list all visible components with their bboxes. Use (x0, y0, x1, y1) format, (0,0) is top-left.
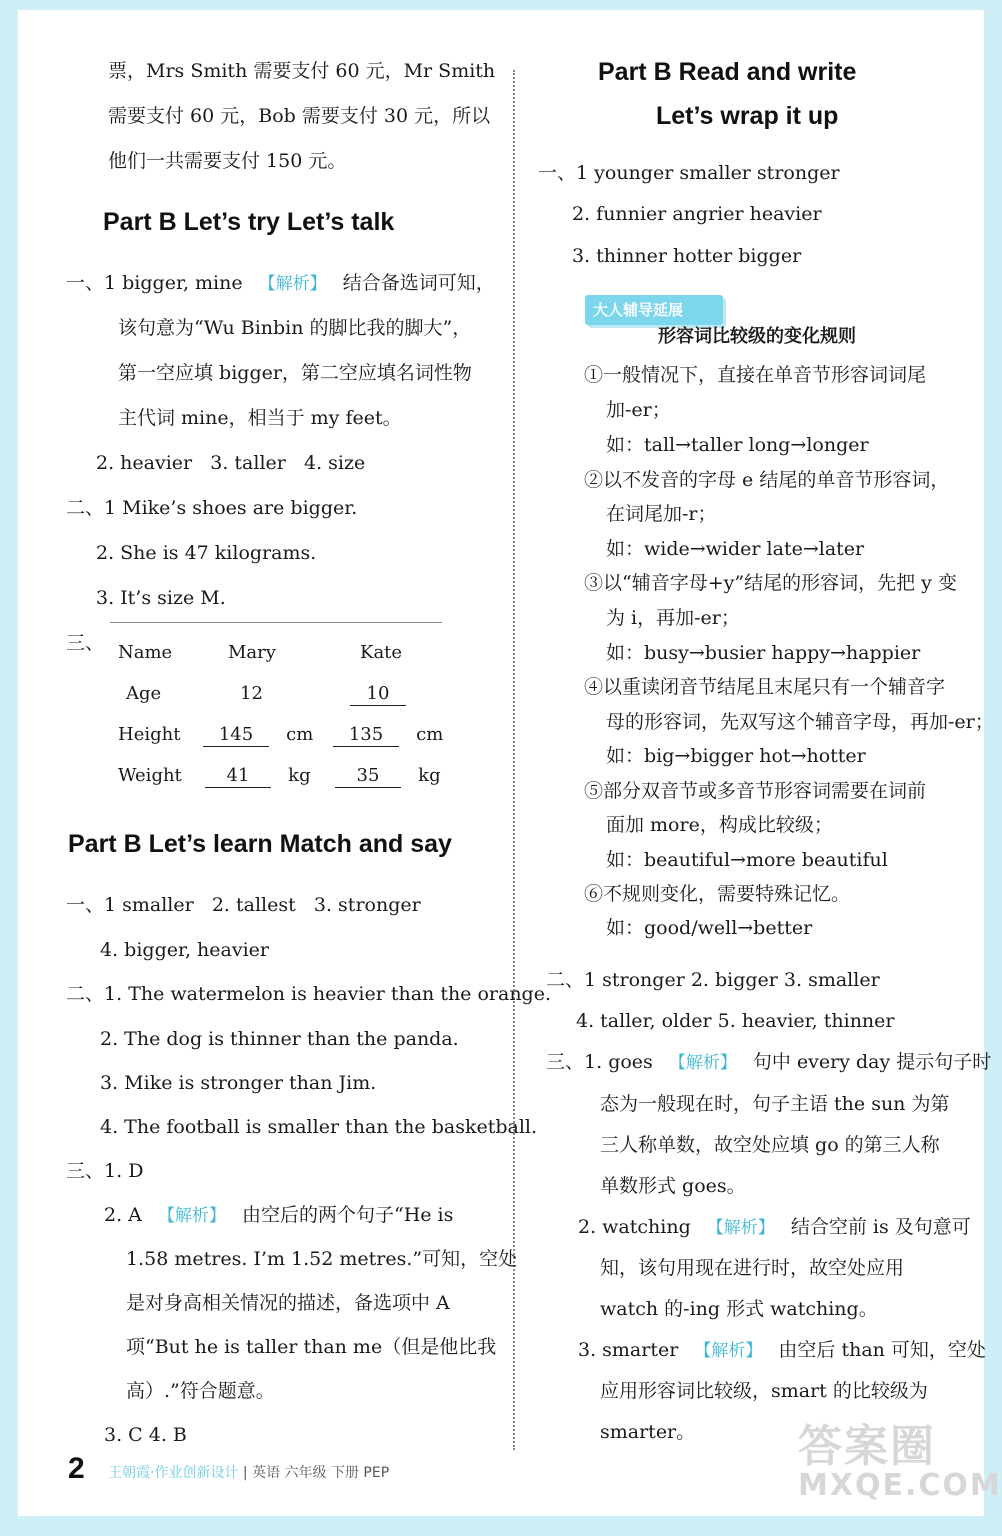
section-heading-lets-learn: Part B Let’s learn Match and say (68, 830, 452, 858)
page-number: 2 (68, 1452, 85, 1485)
answer: smaller (122, 894, 194, 916)
table-cell (205, 765, 311, 788)
table-cell-value: 145 (203, 724, 269, 747)
table-cell-value: 35 (335, 765, 401, 788)
r-q1-2: 2. funnier angrier heavier (572, 203, 822, 225)
r-q3-3-expl: 应用形容词比较级，smart 的比较级为 (600, 1380, 928, 1402)
analysis-tag: 【解析】 (706, 1218, 775, 1238)
answer: 2. heavier (96, 452, 193, 474)
q-label: 一、1 (66, 272, 117, 294)
rule-line: ①一般情况下，直接在单音节形容词词尾 (584, 364, 927, 386)
answer: stronger 2. bigger 3. smaller (602, 969, 880, 991)
s1-q2-3: 3. It’s size M. (96, 587, 226, 609)
explanation: 结合空前 is 及句意可 (790, 1216, 971, 1238)
table-cell (333, 724, 443, 747)
s1-q1-expl-3: 第一空应填 bigger，第二空应填名词性物 (118, 362, 472, 384)
table-cell-value: 41 (205, 765, 271, 788)
rule-example: 如：beautiful→more beautiful (606, 849, 888, 871)
q-label: 二、1. (66, 983, 123, 1005)
rule-line: 母的形容词，先双写这个辅音字母，再加-er； (606, 711, 994, 733)
table-cell: 12 (240, 683, 263, 704)
r-q2-1 (546, 969, 880, 992)
answer: 3. smarter (578, 1339, 679, 1361)
table-row-label: Weight (118, 765, 182, 786)
r-q1-1 (538, 162, 840, 185)
rule-line: ③以“辅音字母+y”结尾的形容词，先把 y 变 (584, 572, 957, 594)
table-header-name: Name (118, 642, 173, 663)
intro-line-3: 他们一共需要支付 150 元。 (108, 150, 347, 172)
r-q3-1 (546, 1051, 991, 1074)
s2-q2-1 (66, 983, 551, 1006)
answer-page (18, 10, 994, 1516)
s2-q2-4: 4. The football is smaller than the basketball. (100, 1116, 538, 1138)
q-label: 二、1 (66, 497, 117, 519)
rule-example: 如：good/well→better (606, 917, 813, 939)
s1-q2-2: 2. She is 47 kilograms. (96, 542, 317, 564)
s1-q1 (66, 272, 495, 295)
r-q3-3-expl: smarter。 (600, 1421, 696, 1443)
s1-q1-expl-2: 该句意为“Wu Binbin 的脚比我的脚大”， (118, 317, 472, 339)
answer: 2. tallest (211, 894, 296, 916)
table-header-kate: Kate (360, 642, 403, 663)
unit: cm (286, 724, 314, 745)
table-row-label: Age (126, 683, 162, 704)
answer: bigger, mine (122, 272, 243, 294)
s1-q1-rest (96, 452, 365, 475)
answer: 4. size (304, 452, 366, 474)
answer: Mike’s shoes are bigger. (122, 497, 358, 519)
s2-q2-2: 2. The dog is thinner than the panda. (100, 1028, 459, 1050)
rule-line: 加-er； (606, 399, 671, 421)
rule-example: 如：big→bigger hot→hotter (606, 745, 866, 767)
rule-example: 如：wide→wider late→later (606, 538, 865, 560)
s2-q3-2 (104, 1204, 453, 1227)
watermark-logo (798, 1410, 1002, 1503)
analysis-tag: 【解析】 (668, 1053, 737, 1073)
answer: younger smaller stronger (594, 162, 840, 184)
analysis-tag: 【解析】 (157, 1206, 226, 1226)
r-q3-1-expl: 单数形式 goes。 (600, 1175, 746, 1197)
s2-q3-expl: 高）.”符合题意。 (126, 1380, 275, 1402)
s1-q1-expl-4: 主代词 mine，相当于 my feet。 (118, 407, 402, 429)
table-cell (350, 683, 406, 706)
section-heading-read-and-write: Part B Read and write (598, 58, 857, 86)
r-q3-2 (578, 1216, 971, 1239)
tutor-extension-badge: 大人辅导延展 (585, 295, 723, 325)
analysis-tag: 【解析】 (258, 274, 327, 294)
table-cell-value: 10 (350, 683, 406, 706)
rule-line: ②以不发音的字母 e 结尾的单音节形容词， (584, 469, 950, 491)
r-q1-3: 3. thinner hotter bigger (572, 245, 802, 267)
explanation: 由空后 than 可知，空处 (778, 1339, 986, 1361)
s2-q3-expl: 项“But he is taller than me（但是他比我 (126, 1336, 497, 1358)
explanation: 由空后的两个句子“He is (241, 1204, 454, 1226)
rule-example: 如：busy→busier happy→happier (606, 642, 921, 664)
r-q2-2: 4. taller, older 5. heavier, thinner (576, 1010, 895, 1032)
r-q3-2-expl: 知，该句用现在进行时，故空处应用 (600, 1257, 905, 1279)
s2-q1-line2: 4. bigger, heavier (100, 939, 269, 961)
rule-line: 为 i，再加-er； (606, 607, 740, 629)
footer-brand: 王朝霞·作业创新设计 (108, 1465, 239, 1481)
r-q3-1-expl: 态为一般现在时，句子主语 the sun 为第 (600, 1093, 950, 1115)
q-label: 二、1 (546, 969, 597, 991)
r-q3-3 (578, 1339, 986, 1362)
rule-example: 如：tall→taller long→longer (606, 434, 869, 456)
analysis-tag: 【解析】 (694, 1341, 763, 1361)
table-row-label: Height (118, 724, 181, 745)
s2-q3-expl: 1.58 metres. I’m 1.52 metres.”可知，空处 (126, 1248, 518, 1270)
unit: kg (288, 765, 311, 786)
answer: 2. A (104, 1204, 142, 1226)
s2-q2-3: 3. Mike is stronger than Jim. (100, 1072, 377, 1094)
q-label: 三、1. (546, 1051, 603, 1073)
watermark-line-1: 答案圈 (798, 1421, 936, 1472)
r-q3-1-expl: 三人称单数，故空处应填 go 的第三人称 (600, 1134, 940, 1156)
unit: cm (416, 724, 444, 745)
rule-line: 面加 more，构成比较级； (606, 814, 833, 836)
answer: The watermelon is heavier than the orange. (128, 983, 552, 1005)
intro-line-2: 需要支付 60 元，Bob 需要支付 30 元，所以 (108, 105, 491, 127)
answer: D (128, 1160, 144, 1182)
s2-q3-expl: 是对身高相关情况的描述，备选项中 A (126, 1292, 450, 1314)
s2-q3-1 (66, 1160, 143, 1183)
section-heading-wrap-it-up: Let’s wrap it up (656, 102, 839, 130)
q-label: 一、1 (66, 894, 117, 916)
rule-title: 形容词比较级的变化规则 (658, 326, 856, 347)
rule-line: ⑥不规则变化，需要特殊记忆。 (584, 883, 851, 905)
s2-q1-line1 (66, 894, 421, 917)
answer: 3. taller (210, 452, 286, 474)
footer-subject: | 英语 六年级 下册 PEP (242, 1465, 390, 1481)
intro-line-1: 票，Mrs Smith 需要支付 60 元，Mr Smith (108, 60, 496, 82)
rule-line: ④以重读闭音节结尾且末尾只有一个辅音字 (584, 676, 946, 698)
table-header-mary: Mary (228, 642, 276, 663)
s1-q2-1 (66, 497, 357, 520)
answer: 2. watching (578, 1216, 691, 1238)
s1-q3-label: 三、 (66, 632, 105, 654)
column-divider (513, 70, 515, 1450)
rule-line: ⑤部分双音节或多音节形容词需要在词前 (584, 780, 927, 802)
s2-q3-rest: 3. C 4. B (104, 1424, 187, 1446)
table-cell (335, 765, 441, 788)
table-top-rule (110, 622, 442, 623)
watermark-line-2: MXQE.COM (798, 1468, 1002, 1503)
table-cell (203, 724, 313, 747)
explanation: 句中 every day 提示句子时 (752, 1051, 992, 1073)
unit: kg (418, 765, 441, 786)
section-heading-lets-try: Part B Let’s try Let’s talk (103, 208, 395, 236)
rule-line: 在词尾加-r； (606, 503, 717, 525)
explanation: 结合备选词可知， (342, 272, 495, 294)
q-label: 一、1 (538, 162, 589, 184)
answer: goes (608, 1051, 653, 1073)
footer-book-info (108, 1462, 389, 1482)
q-label: 三、1. (66, 1160, 123, 1182)
answer: 3. stronger (313, 894, 421, 916)
table-cell-value: 135 (333, 724, 399, 747)
r-q3-2-expl: watch 的-ing 形式 watching。 (600, 1298, 878, 1320)
